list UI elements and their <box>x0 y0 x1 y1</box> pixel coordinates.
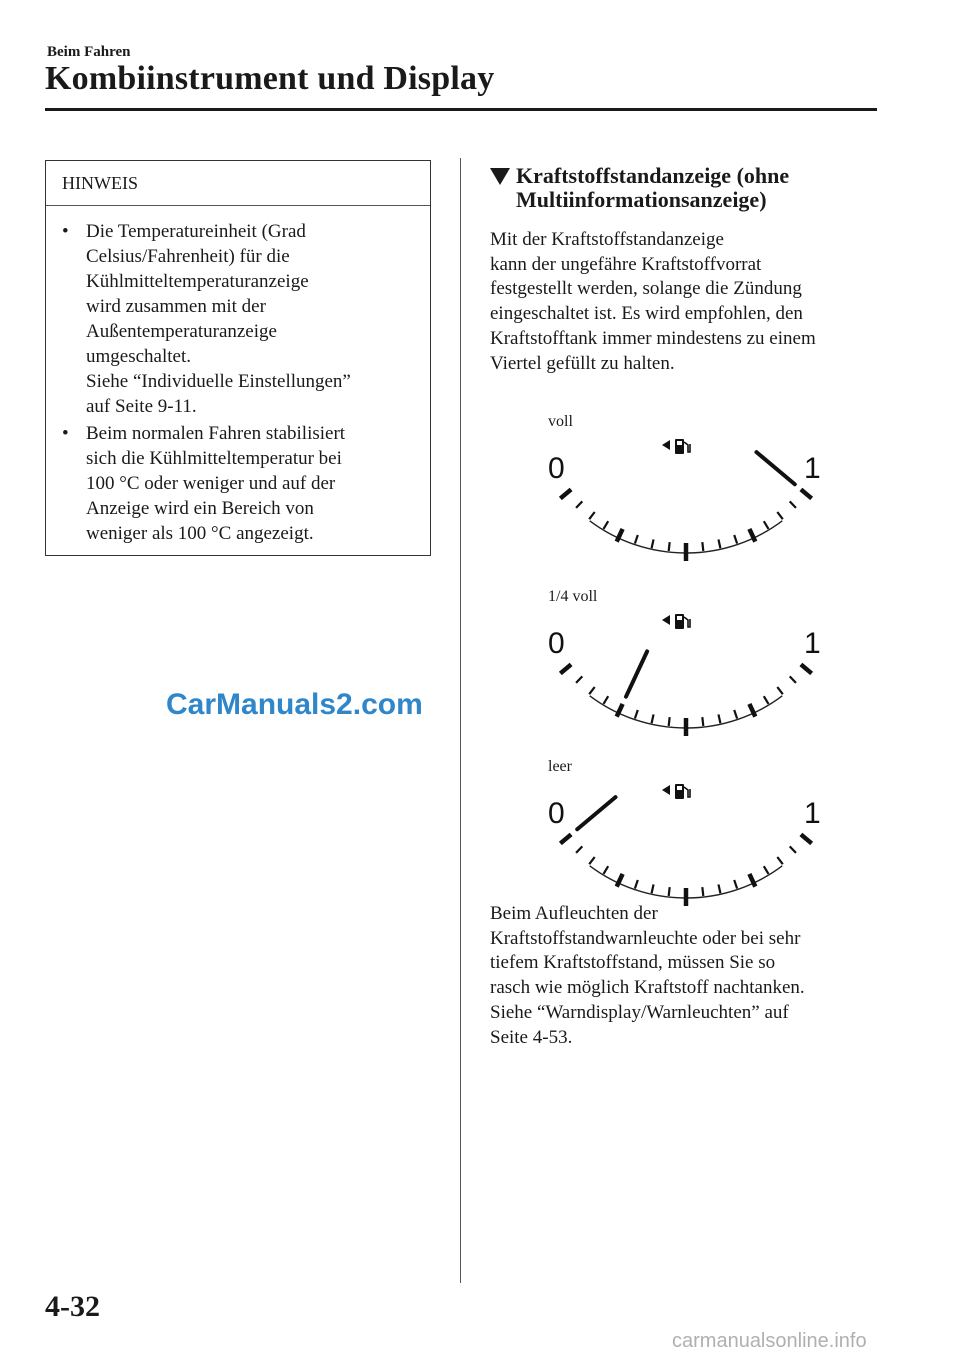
note-item-text: Beim normalen Fahren stabilisiert sich die Kühlmitteltemperatur bei 100 °C oder weniger und auf der Anzeige wird ein Bereich von weniger als 100 °C angezeigt. <box>86 423 346 544</box>
gauge-tick <box>635 880 638 889</box>
fuel-gauge-full <box>536 433 836 553</box>
page-number: 4-32 <box>45 1290 100 1323</box>
gauge-tick <box>589 687 594 694</box>
bullet-icon: • <box>62 221 69 242</box>
column-divider <box>460 158 461 1283</box>
gauge-tick <box>718 539 720 548</box>
watermark-logo: CarManuals2.com <box>166 688 423 721</box>
intro-paragraph: Mit der Kraftstoffstandanzeige kann der ungefähre Kraftstoffvorrat festgestellt werden, solange die Zündung eingeschaltet ist. Es wird empfohlen, den Kraftstofftank immer mindestens zu einem Viertel gefüllt zu halten. <box>490 229 816 374</box>
gauge-tick <box>576 846 582 853</box>
gauge-tick <box>652 539 654 548</box>
gauge-needle <box>756 452 794 484</box>
gauge-needle <box>577 797 615 829</box>
fuel-gauge-quarter <box>536 608 836 728</box>
gauge-tick <box>801 834 812 843</box>
scale-max-label: 1 <box>804 452 821 485</box>
bullet-icon: • <box>62 423 69 444</box>
note-title: HINWEIS <box>62 173 138 193</box>
gauge-tick <box>702 717 703 726</box>
gauge-tick <box>576 676 582 683</box>
note-item-text: Die Temperatureinheit (Grad Celsius/Fahrenheit) für die Kühlmitteltemperaturanzeige wird zusammen mit der Außentemperaturanzeige umgeschaltet. Siehe “Individuelle Einstellungen” auf Seite 9-11. <box>86 221 351 417</box>
outro-paragraph: Beim Aufleuchten der Kraftstoffstandwarnleuchte oder bei sehr tiefem Kraftstoffstand, müssen Sie so rasch wie möglich Kraftstoff nachtanken. Siehe “Warndisplay/Warnleuchten” auf Seite 4-53. <box>490 903 805 1048</box>
gauge-tick <box>718 714 720 723</box>
gauge-tick <box>604 696 609 704</box>
section-heading: Kraftstoffstandanzeige (ohne Multiinformationsanzeige) <box>516 163 790 212</box>
gauge-tick <box>734 880 737 889</box>
gauge-tick <box>669 717 670 726</box>
gauge-tick <box>669 887 670 896</box>
gauge-tick <box>734 710 737 719</box>
gauge-tick <box>718 884 720 893</box>
scale-min-label: 0 <box>548 797 565 830</box>
gauge-tick <box>652 884 654 893</box>
gauge-tick <box>777 512 782 519</box>
triangle-down-icon <box>490 168 510 185</box>
gauge-tick <box>764 696 769 704</box>
footer-watermark: carmanualsonline.info <box>672 1330 867 1352</box>
fuel-pump-icon <box>662 439 690 454</box>
scale-min-label: 0 <box>548 627 565 660</box>
gauge-label-empty: leer <box>548 758 572 775</box>
note-divider <box>46 205 430 206</box>
gauge-tick <box>635 535 638 544</box>
fuel-gauge-empty <box>536 778 836 898</box>
gauge-tick <box>777 857 782 864</box>
gauge-tick <box>801 489 812 498</box>
gauge-tick <box>652 714 654 723</box>
gauge-tick <box>764 521 769 529</box>
gauge-tick <box>560 664 571 673</box>
gauge-tick <box>669 542 670 551</box>
gauge-tick <box>790 501 796 508</box>
scale-min-label: 0 <box>548 452 565 485</box>
scale-max-label: 1 <box>804 797 821 830</box>
gauge-tick <box>589 857 594 864</box>
gauge-tick <box>790 846 796 853</box>
fuel-pump-icon <box>662 614 690 629</box>
gauge-tick <box>702 887 703 896</box>
scale-max-label: 1 <box>804 627 821 660</box>
gauge-needle <box>626 651 647 696</box>
title-rule <box>45 108 877 111</box>
gauge-tick <box>801 664 812 673</box>
fuel-pump-icon <box>662 784 690 799</box>
gauge-tick <box>790 676 796 683</box>
gauge-tick <box>734 535 737 544</box>
page-title: Kombiinstrument und Display <box>45 60 495 97</box>
gauge-tick <box>777 687 782 694</box>
gauge-tick <box>764 866 769 874</box>
gauge-label-quarter: 1/4 voll <box>548 588 598 605</box>
note-box <box>45 160 431 556</box>
gauge-tick <box>702 542 703 551</box>
section-kicker: Beim Fahren <box>47 44 131 60</box>
gauge-tick <box>635 710 638 719</box>
gauge-tick <box>560 834 571 843</box>
gauge-tick <box>576 501 582 508</box>
gauge-tick <box>560 489 571 498</box>
gauge-tick <box>604 521 609 529</box>
gauge-tick <box>604 866 609 874</box>
gauge-label-full: voll <box>548 413 573 430</box>
gauge-tick <box>589 512 594 519</box>
